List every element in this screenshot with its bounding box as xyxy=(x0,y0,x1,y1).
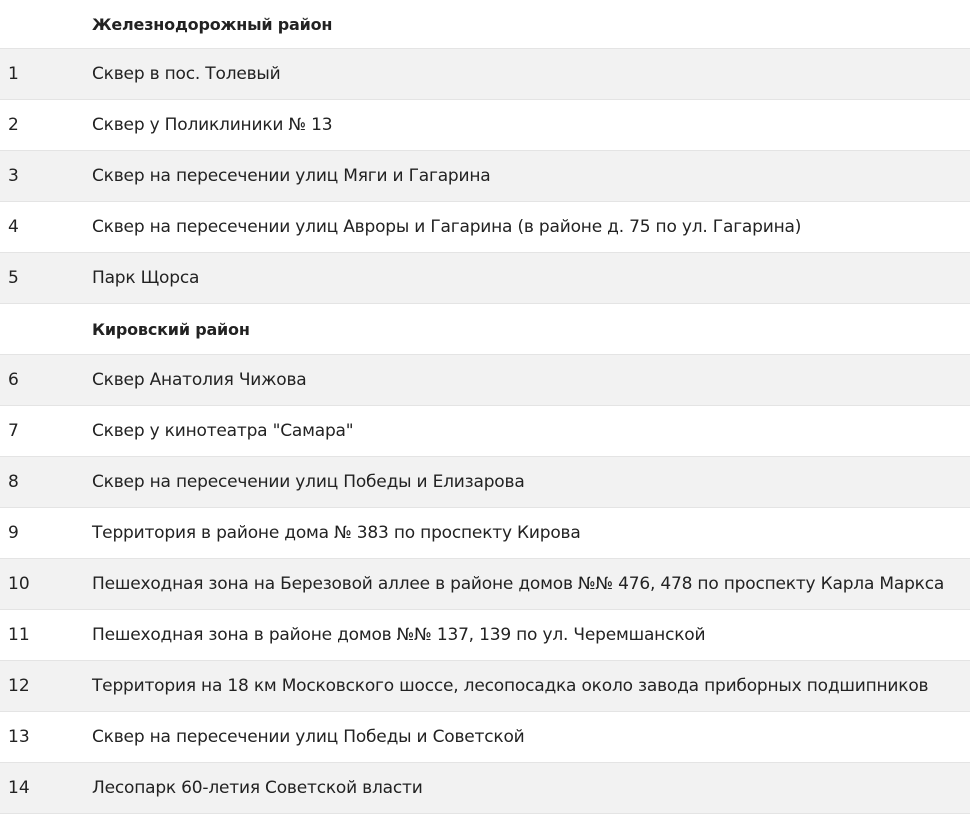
row-number: 13 xyxy=(8,727,30,747)
row-number: 2 xyxy=(8,115,19,135)
row-number: 14 xyxy=(8,778,30,798)
row-number: 9 xyxy=(8,523,19,543)
section-title: Кировский район xyxy=(92,319,250,339)
section-header-row xyxy=(0,304,970,355)
table-row xyxy=(0,355,970,406)
table-row xyxy=(0,610,970,661)
table-row xyxy=(0,253,970,304)
row-name: Сквер в пос. Толевый xyxy=(92,64,281,84)
row-name: Территория в районе дома № 383 по проспекту Кирова xyxy=(92,523,581,543)
row-number: 11 xyxy=(8,625,30,645)
section-header-row xyxy=(0,0,970,49)
table-row xyxy=(0,712,970,763)
table-row xyxy=(0,457,970,508)
table-row xyxy=(0,49,970,100)
row-name: Территория на 18 км Московского шоссе, лесопосадка около завода приборных подшипников xyxy=(92,676,929,696)
row-name: Сквер у Поликлиники № 13 xyxy=(92,115,333,135)
row-name: Сквер Анатолия Чижова xyxy=(92,370,307,390)
row-name: Сквер на пересечении улиц Победы и Елизарова xyxy=(92,472,525,492)
table-row xyxy=(0,406,970,457)
row-number: 6 xyxy=(8,370,19,390)
row-name: Сквер у кинотеатра "Самара" xyxy=(92,421,354,441)
row-number: 8 xyxy=(8,472,19,492)
row-name: Сквер на пересечении улиц Победы и Советской xyxy=(92,727,525,747)
table-row xyxy=(0,151,970,202)
row-name: Сквер на пересечении улиц Мяги и Гагарина xyxy=(92,166,491,186)
row-number: 7 xyxy=(8,421,19,441)
row-number: 3 xyxy=(8,166,19,186)
table-row xyxy=(0,202,970,253)
row-number: 5 xyxy=(8,268,19,288)
row-number: 12 xyxy=(8,676,30,696)
row-number: 4 xyxy=(8,217,19,237)
row-number: 10 xyxy=(8,574,30,594)
row-name: Пешеходная зона на Березовой аллее в районе домов №№ 476, 478 по проспекту Карла Маркса xyxy=(92,574,945,594)
row-name: Сквер на пересечении улиц Авроры и Гагарина (в районе д. 75 по ул. Гагарина) xyxy=(92,217,802,237)
table-row xyxy=(0,559,970,610)
row-number: 1 xyxy=(8,64,19,84)
table-row xyxy=(0,763,970,814)
row-name: Пешеходная зона в районе домов №№ 137, 139 по ул. Черемшанской xyxy=(92,625,706,645)
row-name: Парк Щорса xyxy=(92,268,200,288)
table-row xyxy=(0,508,970,559)
section-title: Железнодорожный район xyxy=(92,14,333,34)
row-name: Лесопарк 60-летия Советской власти xyxy=(92,778,423,798)
table-row xyxy=(0,100,970,151)
table-row xyxy=(0,661,970,712)
